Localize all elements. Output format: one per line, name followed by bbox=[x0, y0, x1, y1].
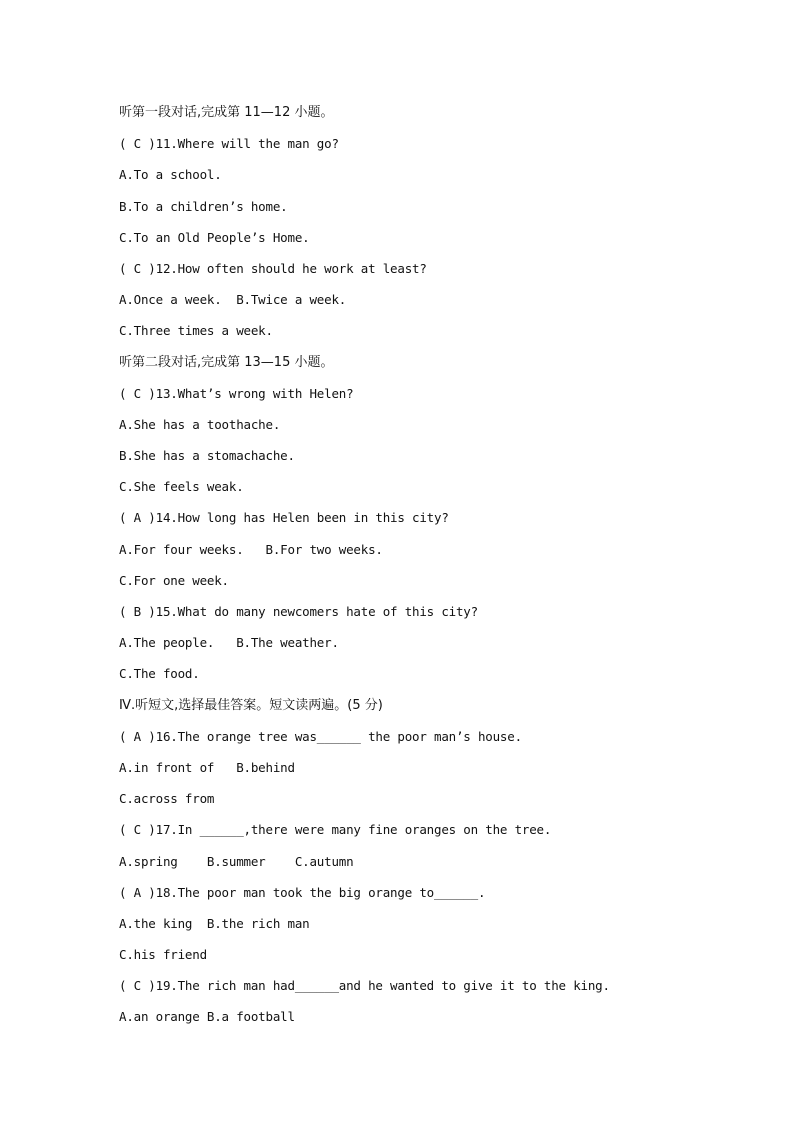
option-13-a: A.She has a toothache. bbox=[119, 416, 281, 432]
options-15-a-b: A.The people. B.The weather. bbox=[119, 635, 339, 651]
option-11-a: A.To a school. bbox=[119, 167, 222, 183]
options-12-a-b: A.Once a week. B.Twice a week. bbox=[119, 292, 347, 308]
question-15: ( B )15.What do many newcomers hate of this city? bbox=[119, 604, 478, 619]
option-18-c: C.his friend bbox=[119, 947, 207, 963]
options-17: A.spring B.summer C.autumn bbox=[119, 853, 354, 869]
option-15-c: C.The food. bbox=[119, 666, 200, 682]
question-18: ( A )18.The poor man took the big orange to______. bbox=[119, 884, 486, 900]
question-13: ( C )13.What’s wrong with Helen? bbox=[119, 385, 354, 401]
option-11-c: C.To an Old People’s Home. bbox=[119, 229, 310, 245]
question-14: ( A )14.How long has Helen been in this city? bbox=[119, 510, 449, 526]
question-16: ( A )16.The orange tree was______ the poor man’s house. bbox=[119, 728, 522, 744]
options-19-a-b: A.an orange B.a football bbox=[119, 1009, 295, 1025]
question-11: ( C )11.Where will the man go? bbox=[119, 136, 339, 152]
question-19: ( C )19.The rich man had______and he wanted to give it to the king. bbox=[119, 978, 610, 994]
question-17: ( C )17.In ______,there were many fine oranges on the tree. bbox=[119, 822, 552, 838]
question-12: ( C )12.How often should he work at least? bbox=[119, 260, 427, 276]
document-body bbox=[119, 103, 759, 1039]
options-18-a-b: A.the king B.the rich man bbox=[119, 915, 310, 931]
option-14-c: C.For one week. bbox=[119, 572, 229, 588]
option-13-b: B.She has a stomachache. bbox=[119, 448, 295, 464]
option-12-c: C.Three times a week. bbox=[119, 323, 273, 339]
option-13-c: C.She feels weak. bbox=[119, 479, 244, 495]
options-14-a-b: A.For four weeks. B.For two weeks. bbox=[119, 541, 383, 557]
option-11-b: B.To a children’s home. bbox=[119, 198, 288, 214]
options-16-a-b: A.in front of B.behind bbox=[119, 759, 295, 775]
section-heading-passage: Ⅳ.听短文,选择最佳答案。短文读两遍。(5 分) bbox=[119, 697, 383, 713]
section-heading-dialogue-1: 听第一段对话,完成第 11—12 小题。 bbox=[119, 105, 334, 120]
section-heading-dialogue-2: 听第二段对话,完成第 13—15 小题。 bbox=[119, 354, 334, 370]
option-16-c: C.across from bbox=[119, 791, 215, 807]
